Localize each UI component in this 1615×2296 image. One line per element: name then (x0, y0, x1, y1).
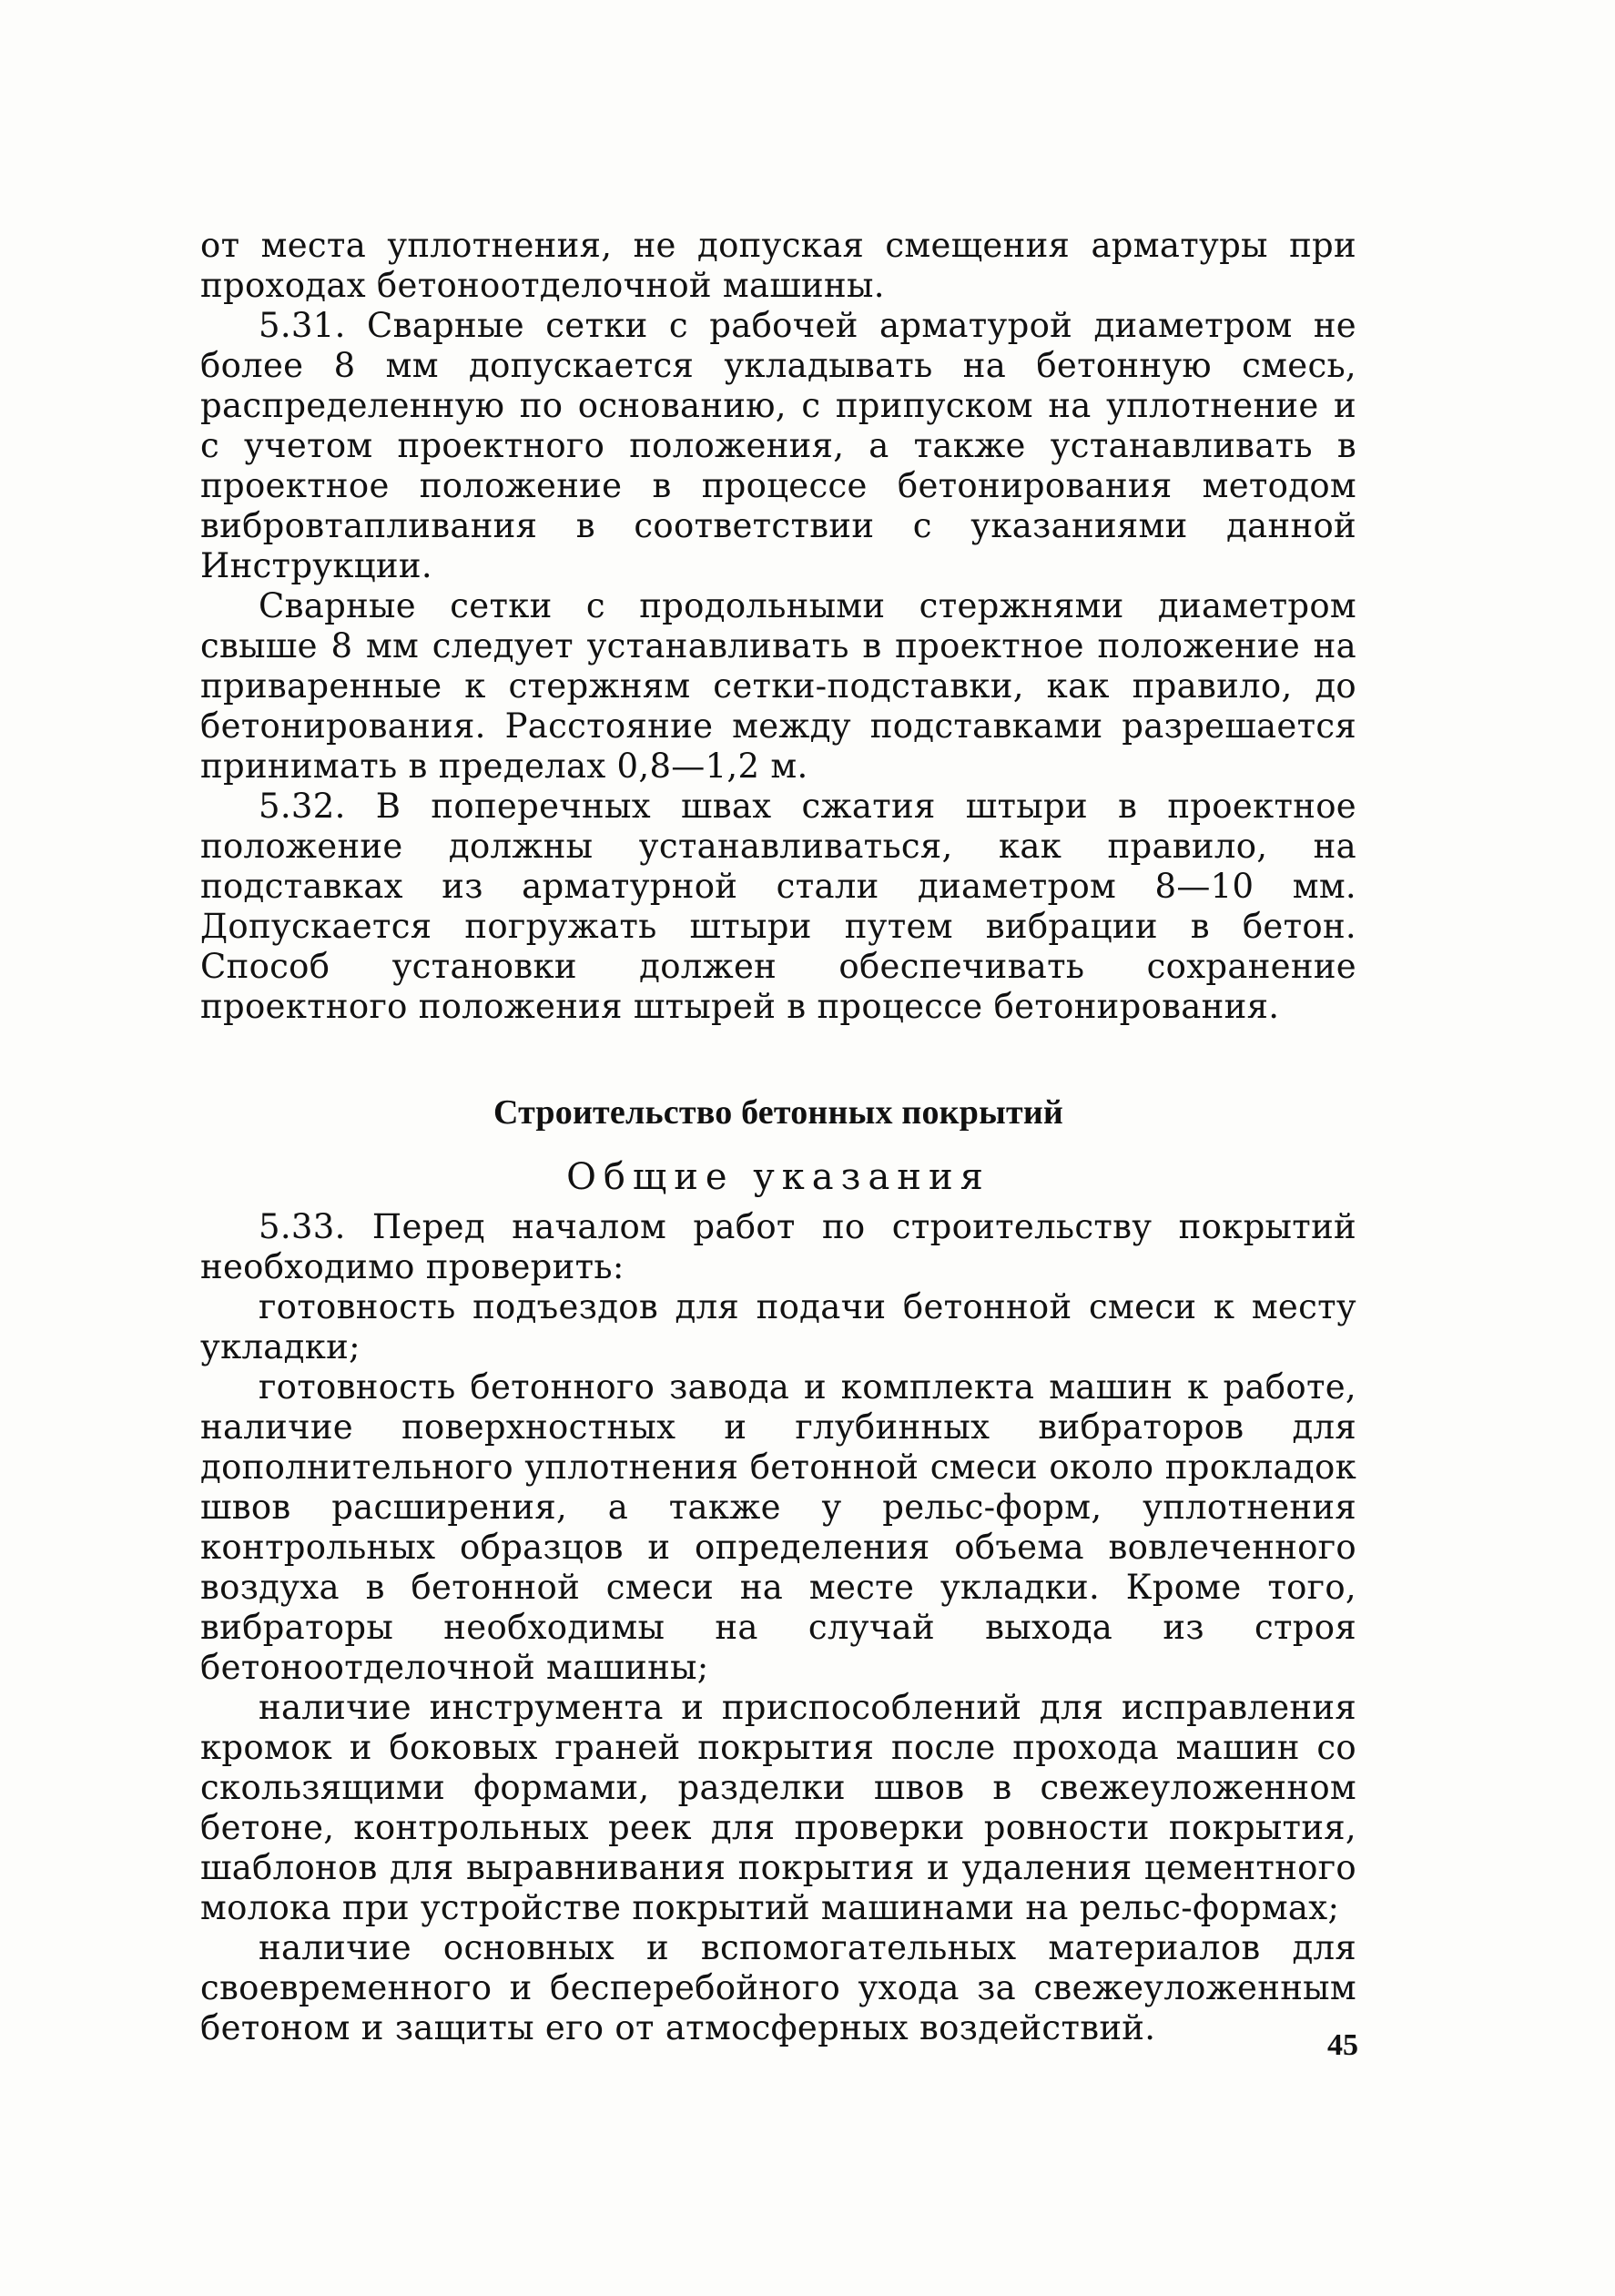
paragraph-continuation: от места уплотнения, не допуская смещения арматуры при проходах бетоноотделочной машины. (200, 226, 1356, 305)
page-number: 45 (1327, 2028, 1358, 2062)
section-heading: Строительство бетонных покрытий (493, 1093, 1064, 1132)
list-item-tools: наличие инструмента и приспособлений для исправления кромок и боковых граней покрытия после прохода машин со скользящими формами, разделки швов в свежеуложенном бетоне, контрольных реек для проверки ровности покрытия, шаблонов для выравнивания покрытия и удаления цементного молока при устройстве покрытий машинами на рельс-формах; (200, 1688, 1356, 1927)
paragraph-5-31: 5.31. Сварные сетки с рабочей арматурой диаметром не более 8 мм допускается укладывать на бетонную смесь, распределенную по основанию, с припуском на уплотнение и с учетом проектного положения, а также устанавливать в проектное положение в процессе бетонирования методом вибровтапливания в соответствии с указаниями данной Инструкции. (200, 306, 1356, 585)
paragraph-welded-meshes: Сварные сетки с продольными стержнями диаметром свыше 8 мм следует устанавливать в проектное положение на приваренные к стержням сетки-подставки, как правило, до бетонирования. Расстояние между подставками разрешается принимать в пределах 0,8—1,2 м. (200, 586, 1356, 786)
list-item-plant-readiness: готовность бетонного завода и комплекта машин к работе, наличие поверхностных и глубинных вибраторов для дополнительного уплотнения бетонной смеси около прокладок швов расширения, а также у рельс-форм, уплотнения контрольных образцов и определения объема вовлеченного воздуха в бетонной смеси на месте укладки. Кроме того, вибраторы необходимы на случай выхода из строя бетоноотделочной машины; (200, 1367, 1356, 1687)
page-body (200, 226, 1356, 2048)
list-item-access-roads: готовность подъездов для подачи бетонной смеси к месту укладки; (200, 1287, 1356, 1366)
paragraph-5-32: 5.32. В поперечных швах сжатия штыри в проектное положение должны устанавливаться, как правило, на подставках из арматурной стали диаметром 8—10 мм. Допускается погружать штыри путем вибрации в бетон. Способ установки должен обеспечивать сохранение проектного положения штырей в процессе бетонирования. (200, 787, 1356, 1026)
list-item-materials: наличие основных и вспомогательных материалов для своевременного и бесперебойного ухода за свежеуложенным бетоном и защиты его от атмосферных воздействий. (200, 1928, 1356, 2047)
paragraph-5-33: 5.33. Перед началом работ по строительству покрытий необходимо проверить: (200, 1207, 1356, 1286)
subsection-heading: Общие указания (566, 1156, 990, 1198)
